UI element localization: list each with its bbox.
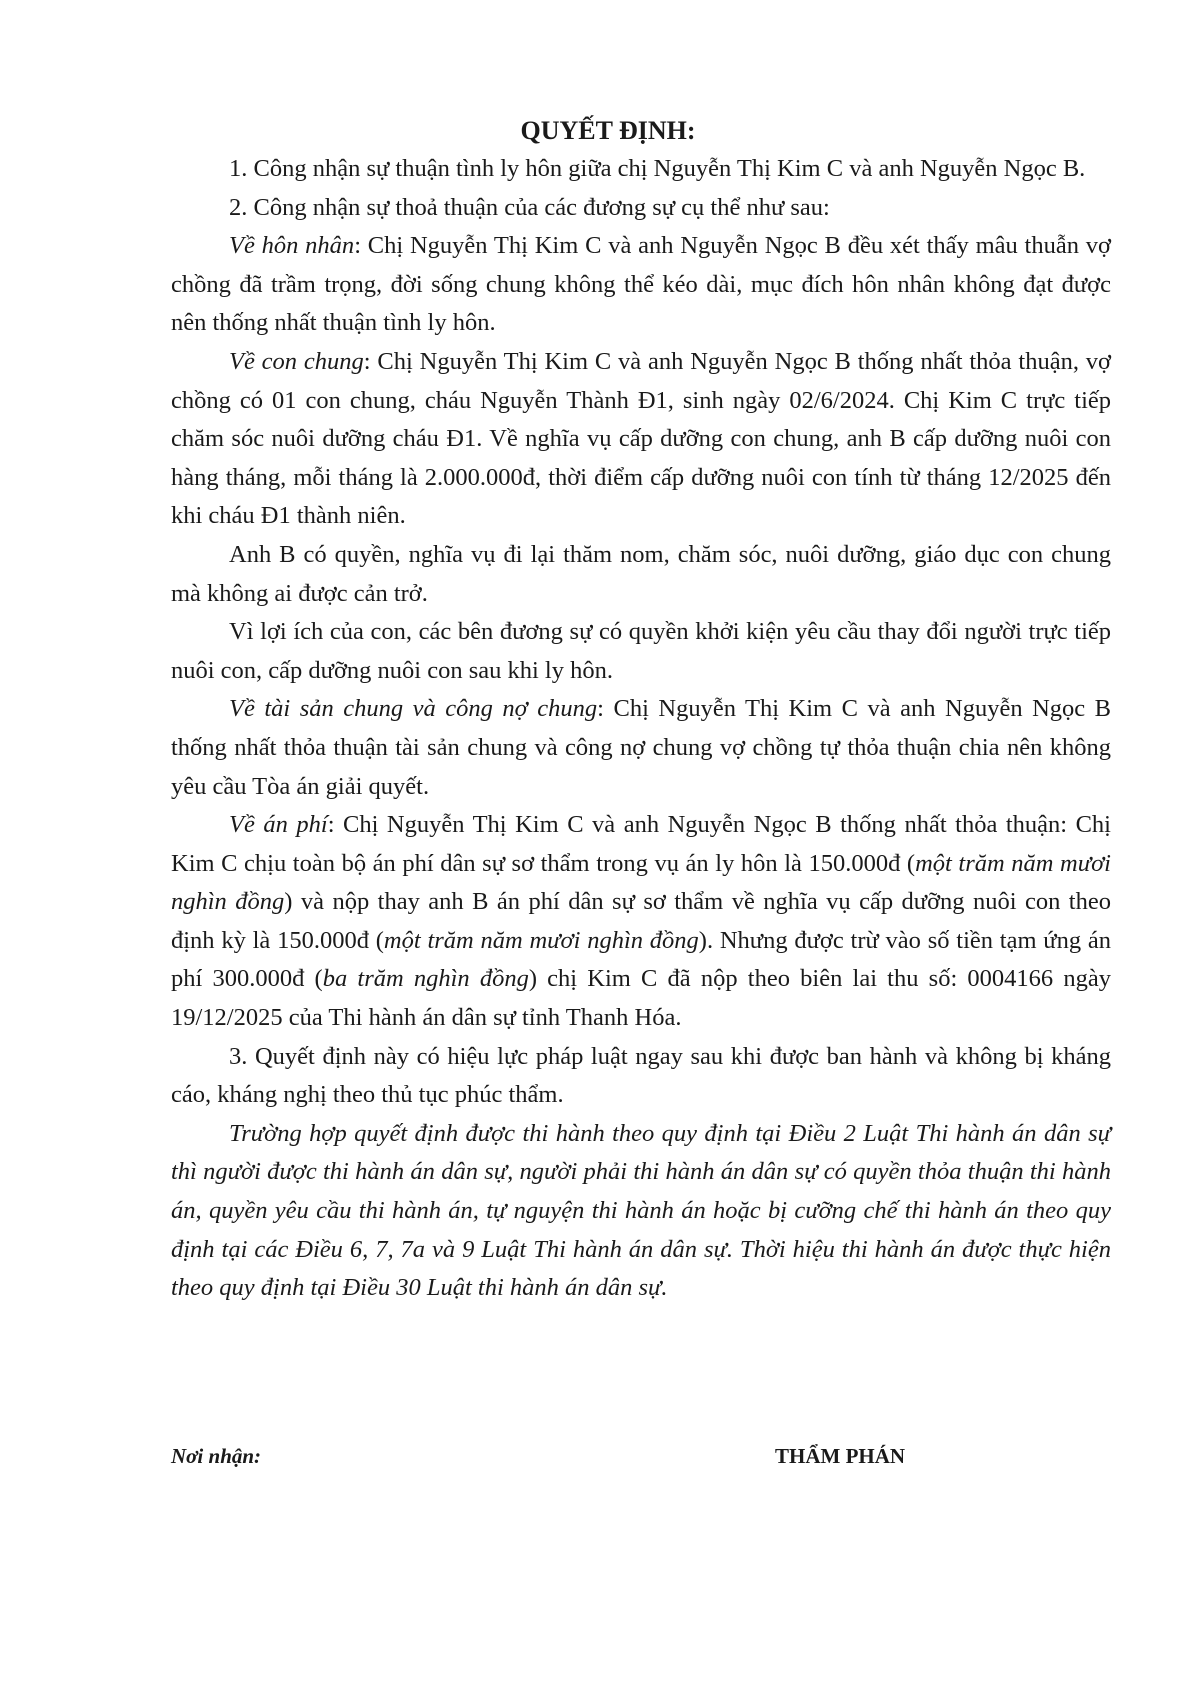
property-text: : Chị Nguyễn Thị Kim C và anh Nguyễn Ngọc B thống nhất thỏa thuận tài sản chung và công nợ chung vợ chồng tự thỏa thuận chia nên không yêu cầu Tòa án giải quyết. <box>171 695 1112 800</box>
child-paragraph <box>171 343 1111 536</box>
child-label: Về con chung <box>229 347 364 375</box>
fees-text-3: ). Nhưng được trừ vào số tiền tạm ứng án phí 300.000đ ( <box>171 926 1111 993</box>
recipients-label: Nơi nhận: <box>171 1444 262 1468</box>
change-rights-paragraph: Vì lợi ích của con, các bên đương sự có quyền khởi kiện yêu cầu thay đổi người trực tiếp nuôi con, cấp dưỡng nuôi con sau khi ly hôn. <box>171 618 1111 684</box>
marriage-paragraph <box>171 227 1111 343</box>
decision-body <box>171 150 1111 1308</box>
fees-amount-words-2: một trăm năm mươi nghìn đồng <box>383 926 699 954</box>
item-3-effectiveness: 3. Quyết định này có hiệu lực pháp luật ngay sau khi được ban hành và không bị kháng cáo, kháng nghị theo thủ tục phúc thẩm. <box>171 1042 1111 1109</box>
property-label: Về tài sản chung và công nợ chung <box>229 695 598 723</box>
property-paragraph <box>171 690 1111 806</box>
item-2-recognize-agreement: 2. Công nhận sự thoả thuận của các đương sự cụ thể như sau: <box>229 193 830 221</box>
fees-amount-words-3: ba trăm nghìn đồng <box>322 965 529 993</box>
child-text: : Chị Nguyễn Thị Kim C và anh Nguyễn Ngọc B thống nhất thỏa thuận, vợ chồng có 01 con chung, cháu Nguyễn Thành Đ1, sinh ngày 02/6/2024. Chị Kim C trực tiếp chăm sóc nuôi dưỡng cháu Đ1. Về nghĩa vụ cấp dưỡng con chung, anh B cấp dưỡng nuôi con hàng tháng, mỗi tháng là 2.000.000đ, thời điểm cấp dưỡng nuôi con tính từ tháng 12/2025 đến khi cháu Đ1 thành niên. <box>171 347 1111 530</box>
decision-heading: QUYẾT ĐỊNH: <box>520 116 696 145</box>
fees-paragraph <box>171 806 1111 1038</box>
signature-row <box>171 1444 1111 1474</box>
visitation-paragraph: Anh B có quyền, nghĩa vụ đi lại thăm nom, chăm sóc, nuôi dưỡng, giáo dục con chung mà không ai được cản trở. <box>171 540 1111 607</box>
enforcement-text: Trường hợp quyết định được thi hành theo quy định tại Điều 2 Luật Thi hành án dân sự thì người được thi hành án dân sự, người phải thi hành án dân sự có quyền thỏa thuận thi hành án, quyền yêu cầu thi hành án, tự nguyện thi hành án hoặc bị cưỡng chế thi hành án theo quy định tại các Điều 6, 7, 7a và 9 Luật Thi hành án dân sự. Thời hiệu thi hành án được thực hiện theo quy định tại Điều 30 Luật thi hành án dân sự. <box>171 1119 1111 1302</box>
fees-amount-words-1: một trăm năm mươi nghìn đồng <box>171 849 1111 916</box>
item-1-recognize-divorce: 1. Công nhận sự thuận tình ly hôn giữa chị Nguyễn Thị Kim C và anh Nguyễn Ngọc B. <box>229 155 1086 182</box>
marriage-text: : Chị Nguyễn Thị Kim C và anh Nguyễn Ngọc B đều xét thấy mâu thuẫn vợ chồng đã trầm trọng, đời sống chung không thể kéo dài, mục đích hôn nhân không đạt được nên thống nhất thuận tình ly hôn. <box>171 232 1111 337</box>
enforcement-paragraph <box>171 1115 1111 1308</box>
fees-text-1: : Chị Nguyễn Thị Kim C và anh Nguyễn Ngọc B thống nhất thỏa thuận: Chị Kim C chịu toàn bộ án phí dân sự sơ thẩm trong vụ án ly hôn là 150.000đ ( <box>171 811 1111 877</box>
judge-title: THẨM PHÁN <box>775 1444 906 1468</box>
fees-text-4: ) chị Kim C đã nộp theo biên lai thu số: 0004166 ngày 19/12/2025 của Thi hành án dân sự tỉnh Thanh Hóa. <box>171 965 1111 1032</box>
fees-label: Về án phí <box>229 811 328 839</box>
fees-text-2: ) và nộp thay anh B án phí dân sự sơ thẩm về nghĩa vụ cấp dưỡng nuôi con theo định kỳ là 150.000đ ( <box>171 888 1111 954</box>
marriage-label: Về hôn nhân <box>229 232 355 260</box>
